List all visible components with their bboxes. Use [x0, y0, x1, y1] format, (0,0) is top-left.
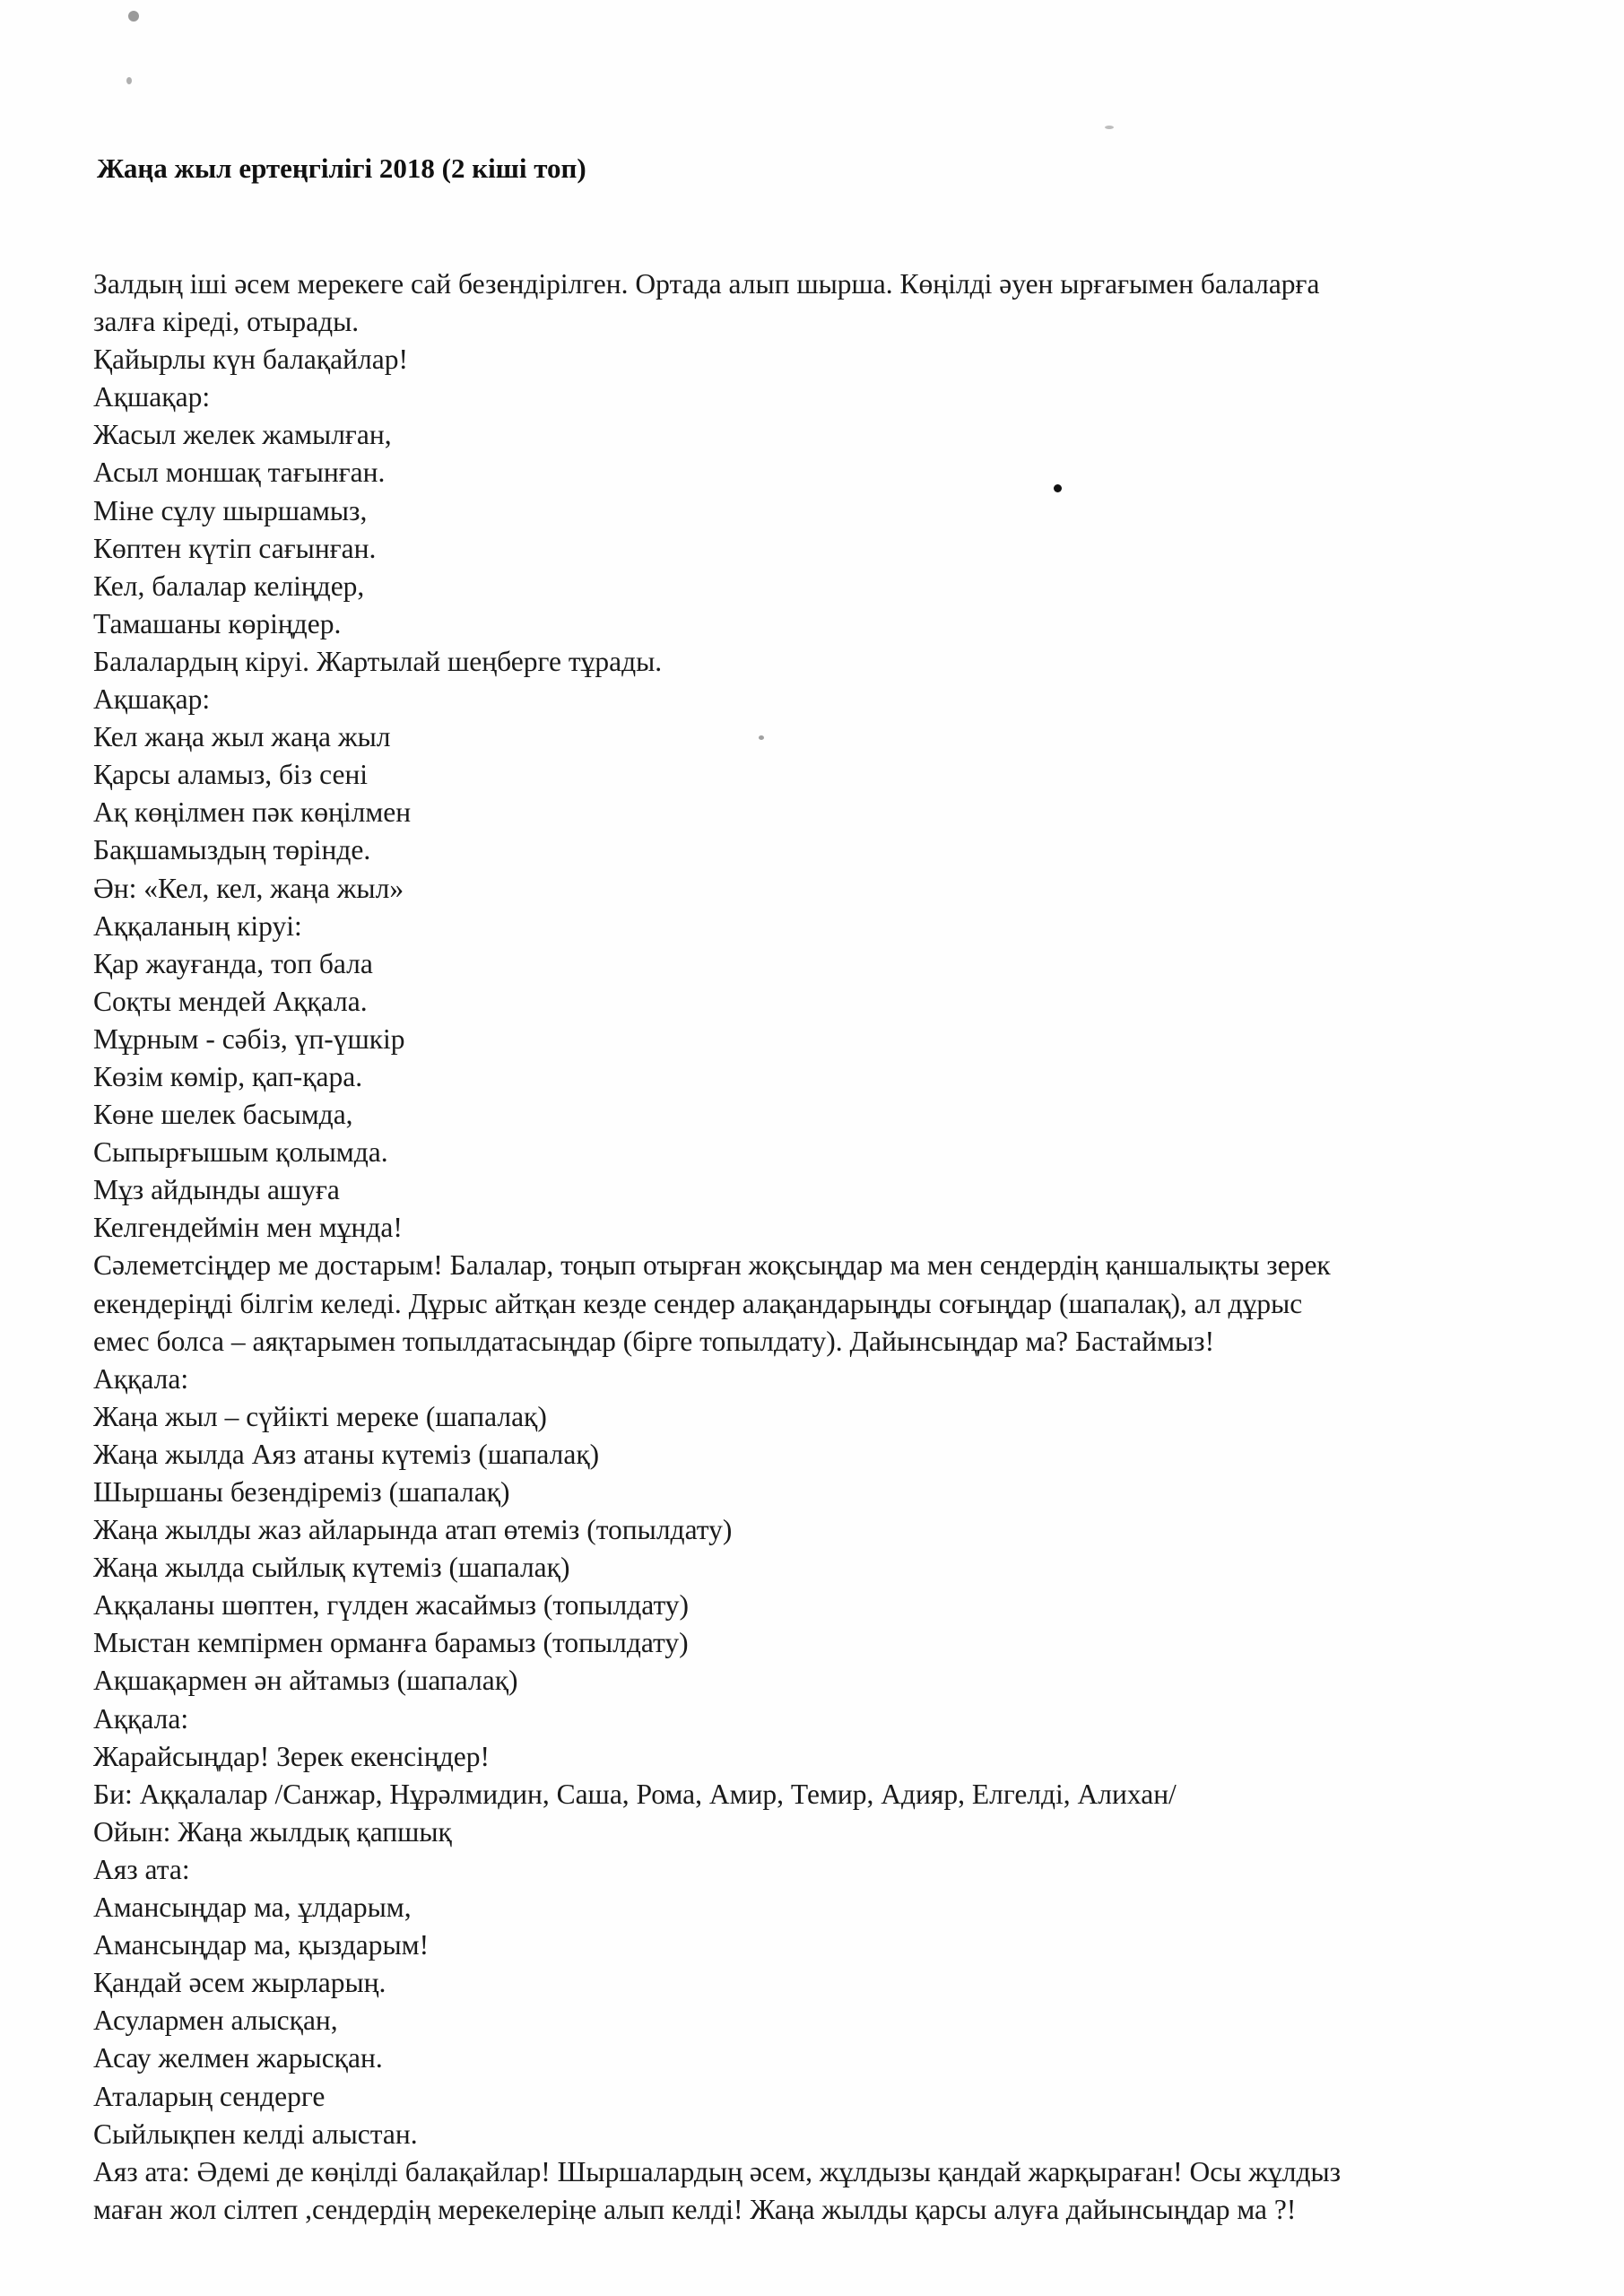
document-title: Жаңа жыл ертеңгілігі 2018 (2 кіші топ) [97, 152, 586, 184]
text-line: Жаңа жылды жаз айларында атап өтеміз (топылдату) [93, 1514, 733, 1546]
text-line: Қар жауғанда, топ бала [93, 947, 373, 979]
text-line: Аққаланың кіруі: [93, 909, 302, 942]
text-line: Аталарың сендерге [93, 2080, 326, 2112]
text-line: Міне сұлу шыршамыз, [93, 494, 368, 526]
text-line: Асулармен алысқан, [93, 2005, 338, 2037]
text-line: Жаңа жылда Аяз атаны күтеміз (шапалақ) [93, 1438, 600, 1470]
text-line: маған жол сілтеп ,сендердің мерекелеріңе алып келді! Жаңа жылды қарсы алуға дайынсыңдар ма ?! [93, 2193, 1297, 2225]
text-line: Асыл моншақ тағынған. [93, 457, 386, 489]
text-line: Ойын: Жаңа жылдық қапшық [93, 1815, 452, 1848]
text-line: Залдың іші әсем мерекеге сай безендірілген. Ортада алып шырша. Көңілді әуен ырғағымен балаларға [93, 268, 1320, 300]
text-line: залға кіреді, отырады. [93, 306, 360, 338]
text-line: Аққала: [93, 1702, 189, 1735]
text-line: Аяз ата: [93, 1853, 190, 1885]
text-line: Асау желмен жарысқан. [93, 2042, 383, 2074]
text-line: Қайырлы күн балақайлар! [93, 344, 408, 376]
text-line: Көзім көмір, қап-қара. [93, 1060, 363, 1092]
text-line: Көптен күтіп сағынған. [93, 532, 377, 564]
text-line: Балалардың кіруі. Жартылай шеңберге тұрады. [93, 645, 663, 677]
text-line: Амансыңдар ма, қыздарым! [93, 1929, 430, 1961]
text-line: емес болса – аяқтарымен топылдатасыңдар (бірге топылдату). Дайынсыңдар ма? Бастаймыз! [93, 1325, 1215, 1357]
text-line: Кел, балалар келіңдер, [93, 570, 365, 602]
text-line: Аққала: [93, 1362, 189, 1395]
text-line: Мұрным - сәбіз, үп-үшкір [93, 1022, 405, 1055]
scan-speck [126, 77, 132, 84]
text-line: Кел жаңа жыл жаңа жыл [93, 721, 391, 753]
scan-speck [1105, 126, 1114, 129]
text-line: Жасыл желек жамылған, [93, 419, 392, 451]
text-line: Жарайсыңдар! Зерек екенсіңдер! [93, 1740, 490, 1772]
text-line: Тамашаны көріңдер. [93, 607, 342, 639]
text-line: Сәлеметсіңдер ме достарым! Балалар, тоңып отырған жоқсыңдар ма мен сендердің қаншалықты зерек [93, 1249, 1331, 1282]
text-line: екендеріңді білгім келеді. Дұрыс айтқан кезде сендер алақандарыңды соғыңдар (шапалақ), ал дұрыс [93, 1287, 1303, 1319]
document-body [93, 265, 1564, 2229]
text-line: Аққаланы шөптен, гүлден жасаймыз (топылдату) [93, 1589, 690, 1622]
text-line: Жаңа жылда сыйлық күтеміз (шапалақ) [93, 1552, 570, 1584]
text-line: Сыйлықпен келді алыстан. [93, 2118, 418, 2150]
text-line: Мұз айдынды ашуға [93, 1174, 340, 1206]
text-line: Ақшақар: [93, 683, 211, 716]
text-line: Көне шелек басымда, [93, 1099, 353, 1131]
text-line: Ақшақармен ән айтамыз (шапалақ) [93, 1665, 518, 1697]
text-line: Шыршаны безендіреміз (шапалақ) [93, 1476, 510, 1508]
text-line: Аяз ата: Әдемі де көңілді балақайлар! Шыршалардың әсем, жұлдызы қандай жарқыраған! Осы жұлдыз [93, 2155, 1342, 2187]
scan-speck [128, 11, 139, 22]
text-line: Ән: «Кел, кел, жаңа жыл» [93, 872, 404, 904]
text-line: Мыстан кемпірмен орманға барамыз (топылдату) [93, 1627, 689, 1659]
text-line: Ақшақар: [93, 381, 211, 413]
text-line: Қарсы аламыз, біз сені [93, 759, 369, 791]
text-line: Бақшамыздың төрінде. [93, 834, 371, 866]
text-line: Сыпырғышым қолымда. [93, 1136, 388, 1169]
text-line: Ақ көңілмен пәк көңілмен [93, 796, 412, 829]
text-line: Амансыңдар ма, ұлдарым, [93, 1892, 412, 1924]
text-line: Келгендеймін мен мұнда! [93, 1212, 403, 1244]
text-line: Қандай әсем жырларың. [93, 1967, 386, 1999]
text-line: Соқты мендей Аққала. [93, 985, 368, 1017]
text-line: Би: Аққалалар /Санжар, Нұрәлмидин, Саша, Рома, Амир, Темир, Адияр, Елгелді, Алихан/ [93, 1778, 1177, 1810]
text-line: Жаңа жыл – сүйікті мереке (шапалақ) [93, 1400, 547, 1432]
